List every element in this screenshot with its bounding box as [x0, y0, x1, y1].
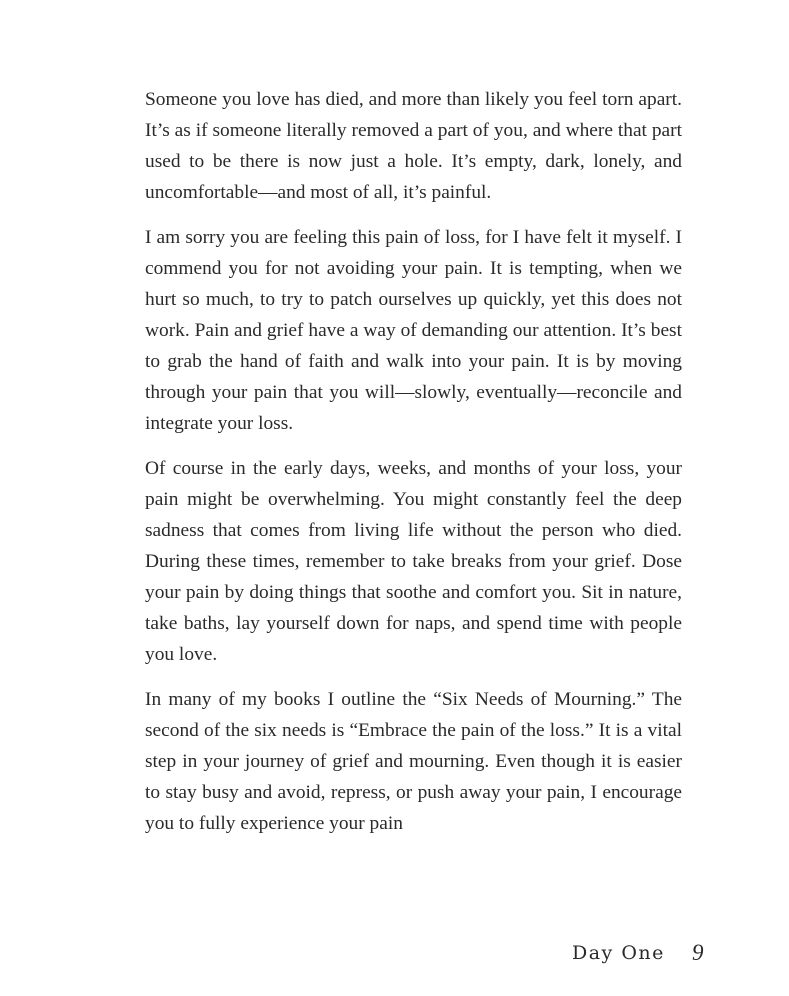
running-head: Day One — [572, 942, 665, 964]
page-footer — [0, 940, 789, 974]
paragraph-1: Someone you love has died, and more than likely you feel torn apart. It’s as if someone literally removed a part of you, and where that part used to be there is now just a hole. It’s empty, dark, lonely, and uncomfortable—and most of all, it’s painful. — [145, 89, 682, 203]
paragraph-3: Of course in the early days, weeks, and months of your loss, your pain might be overwhelming. You might constantly feel the deep sadness that comes from living life without the person who died. During these times, remember to take breaks from your grief. Dose your pain by doing things that soothe and comfort you. Sit in nature, take baths, lay yourself down for naps, and spend time with people you love. — [145, 458, 682, 665]
paragraph-4: In many of my books I outline the “Six Needs of Mourning.” The second of the six needs is “Embrace the pain of the loss.” It is a vital step in your journey of grief and mourning. Even though it is easier to stay busy and avoid, repress, or push away your pain, I encourage you to fully experience your pain — [145, 689, 682, 834]
page-number: 9 — [692, 940, 704, 965]
body-text — [145, 84, 682, 853]
paragraph-2: I am sorry you are feeling this pain of loss, for I have felt it myself. I commend you for not avoiding your pain. It is tempting, when we hurt so much, to try to patch ourselves up quickly, yet this does not work. Pain and grief have a way of demanding our attention. It’s best to grab the hand of faith and walk into your pain. It is by moving through your pain that you will—slowly, eventually—reconcile and integrate your loss. — [145, 227, 682, 434]
